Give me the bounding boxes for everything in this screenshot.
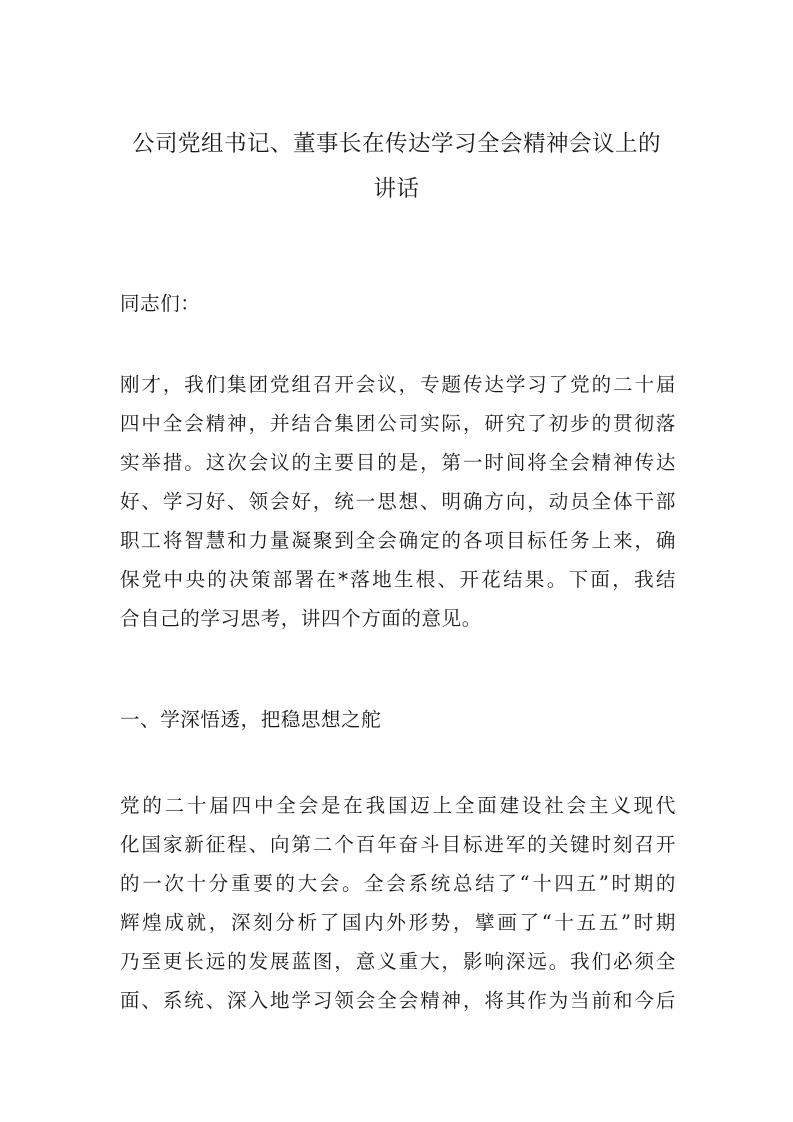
paragraph-line: 乃至更长远的发展蓝图，意义重大，影响深远。我们必须全 [120, 950, 676, 973]
document-title-line-1: 公司党组书记、董事长在传达学习全会精神会议上的 [131, 131, 661, 157]
paragraph-line: 党的二十届四中全会是在我国迈上全面建设社会主义现代 [120, 794, 676, 817]
paragraph-line: 合自己的学习思考，讲四个方面的意见。 [120, 607, 482, 630]
paragraph-line: 实举措。这次会议的主要目的是，第一时间将全会精神传达 [120, 451, 676, 474]
paragraph-line: 职工将智慧和力量凝聚到全会确定的各项目标任务上来，确 [120, 529, 676, 552]
paragraph-line: 面、系统、深入地学习领会全会精神，将其作为当前和今后 [120, 989, 676, 1012]
paragraph-line: 的一次十分重要的大会。全会系统总结了“十四五”时期的 [120, 872, 676, 895]
paragraph-line: 四中全会精神，并结合集团公司实际，研究了初步的贯彻落 [120, 412, 676, 435]
salutation: 同志们： [120, 292, 201, 315]
paragraph-line: 刚才，我们集团党组召开会议，专题传达学习了党的二十届 [120, 373, 676, 396]
paragraph-line: 保党中央的决策部署在*落地生根、开花结果。下面，我结 [120, 568, 676, 591]
paragraph-line: 好、学习好、领会好，统一思想、明确方向，动员全体干部 [120, 490, 676, 513]
document-title-line-2: 讲话 [373, 176, 420, 202]
paragraph-line: 辉煌成就，深刻分析了国内外形势，擘画了“十五五”时期 [120, 911, 676, 934]
paragraph-line: 化国家新征程、向第二个百年奋斗目标进军的关键时刻召开 [120, 833, 676, 856]
section-heading: 一、学深悟透，把稳思想之舵 [120, 708, 382, 731]
